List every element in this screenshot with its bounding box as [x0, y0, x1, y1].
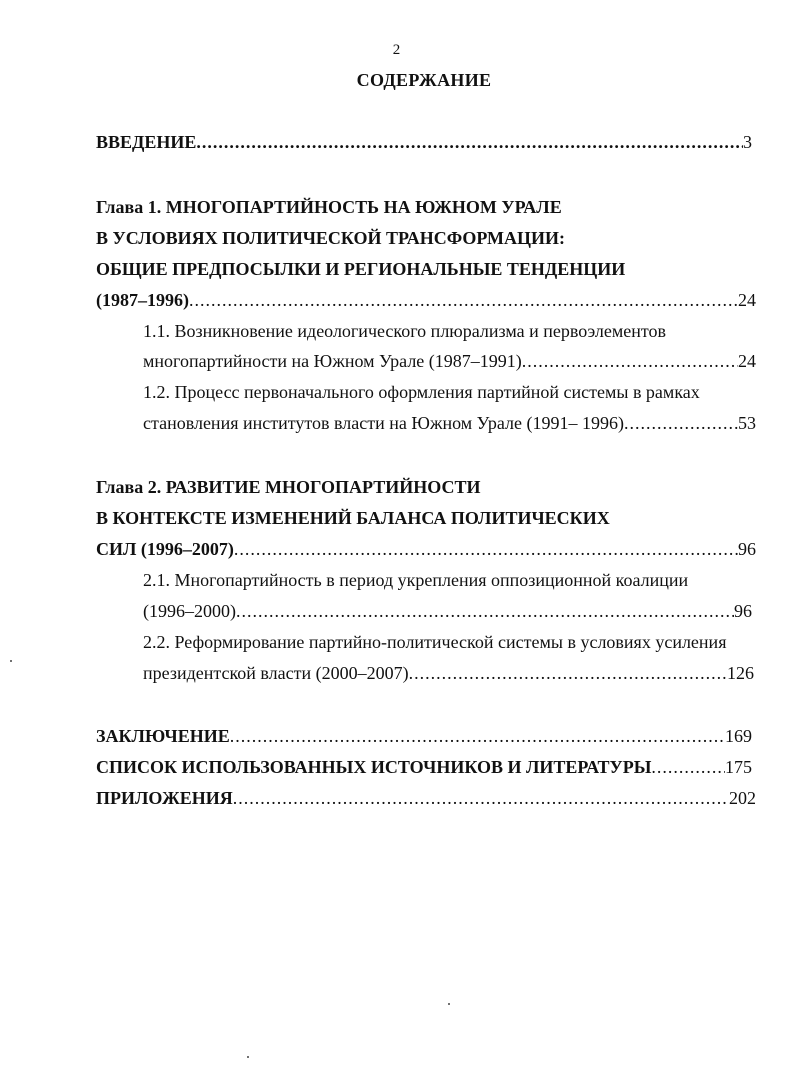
section-1-2-line1[interactable]: 1.2. Процесс первоначального оформления партийной системы в рамках	[143, 382, 700, 402]
toc-entry-label: ВВЕДЕНИЕ	[96, 132, 197, 152]
chapter2-title-last: СИЛ (1996–2007)	[96, 539, 234, 559]
toc-entry-page: 53	[738, 413, 756, 433]
chapter1-title-line: В УСЛОВИЯХ ПОЛИТИЧЕСКОЙ ТРАНСФОРМАЦИИ:	[96, 228, 566, 248]
page-number: 2	[392, 42, 401, 58]
leader-dots	[522, 350, 738, 372]
scan-speck	[10, 660, 12, 662]
toc-entry-page: 202	[729, 788, 756, 808]
toc-entry-section-1-2[interactable]	[143, 412, 756, 434]
section-1-2-line2: становления институтов власти на Южном Урале (1991– 1996)	[143, 413, 624, 433]
toc-entry-label: ЗАКЛЮЧЕНИЕ	[96, 726, 230, 746]
toc-entry-section-2-1[interactable]	[143, 600, 752, 622]
leader-dots	[233, 787, 729, 809]
toc-entry-conclusion[interactable]	[96, 725, 752, 747]
leader-dots	[234, 538, 738, 560]
toc-entry-appendices[interactable]	[96, 787, 756, 809]
scan-speck	[448, 1003, 450, 1005]
toc-entry-page: 126	[727, 663, 754, 683]
toc-entry-page: 24	[738, 290, 756, 310]
section-2-1-line1[interactable]: 2.1. Многопартийность в период укрепления оппозиционной коалиции	[143, 570, 689, 590]
toc-entry-section-2-2[interactable]	[143, 662, 754, 684]
toc-entry-page: 96	[738, 539, 756, 559]
chapter1-title-line: ОБЩИЕ ПРЕДПОСЫЛКИ И РЕГИОНАЛЬНЫЕ ТЕНДЕНЦИИ	[96, 259, 626, 279]
section-2-2-line2: президентской власти (2000–2007)	[143, 663, 409, 683]
chapter2-title-line: В КОНТЕКСТЕ ИЗМЕНЕНИЙ БАЛАНСА ПОЛИТИЧЕСКИХ	[96, 508, 610, 528]
toc-entry-sources[interactable]	[96, 756, 752, 778]
toc-entry-chapter1[interactable]	[96, 289, 756, 311]
toc-entry-label: СПИСОК ИСПОЛЬЗОВАННЫХ ИСТОЧНИКОВ И ЛИТЕРАТУРЫ	[96, 757, 652, 777]
section-1-1-line1[interactable]: 1.1. Возникновение идеологического плюрализма и первоэлементов	[143, 321, 666, 341]
toc-entry-page: 3	[743, 132, 752, 152]
leader-dots	[651, 756, 725, 778]
toc-entry-section-1-1[interactable]	[143, 350, 756, 372]
chapter1-title-line: Глава 1. МНОГОПАРТИЙНОСТЬ НА ЮЖНОМ УРАЛЕ	[96, 197, 562, 217]
leader-dots	[196, 131, 743, 153]
section-2-1-line2: (1996–2000)	[143, 601, 236, 621]
chapter1-title-last: (1987–1996)	[96, 290, 189, 310]
toc-entry-page: 24	[738, 351, 756, 371]
leader-dots	[409, 662, 727, 684]
toc-title: СОДЕРЖАНИЕ	[356, 70, 492, 90]
leader-dots	[236, 600, 734, 622]
toc-entry-page: 175	[725, 757, 752, 777]
scan-speck	[247, 1056, 249, 1058]
chapter2-title-line: Глава 2. РАЗВИТИЕ МНОГОПАРТИЙНОСТИ	[96, 477, 481, 497]
toc-entry-chapter2[interactable]	[96, 538, 756, 560]
toc-entry-intro[interactable]	[96, 131, 752, 153]
toc-entry-page: 169	[725, 726, 752, 746]
leader-dots	[624, 412, 738, 434]
section-2-2-line1[interactable]: 2.2. Реформирование партийно-политической системы в условиях усиления	[143, 632, 727, 652]
toc-entry-label: ПРИЛОЖЕНИЯ	[96, 788, 233, 808]
toc-entry-page: 96	[734, 601, 752, 621]
leader-dots	[230, 725, 725, 747]
section-1-1-line2: многопартийности на Южном Урале (1987–1991)	[143, 351, 522, 371]
leader-dots	[189, 289, 738, 311]
